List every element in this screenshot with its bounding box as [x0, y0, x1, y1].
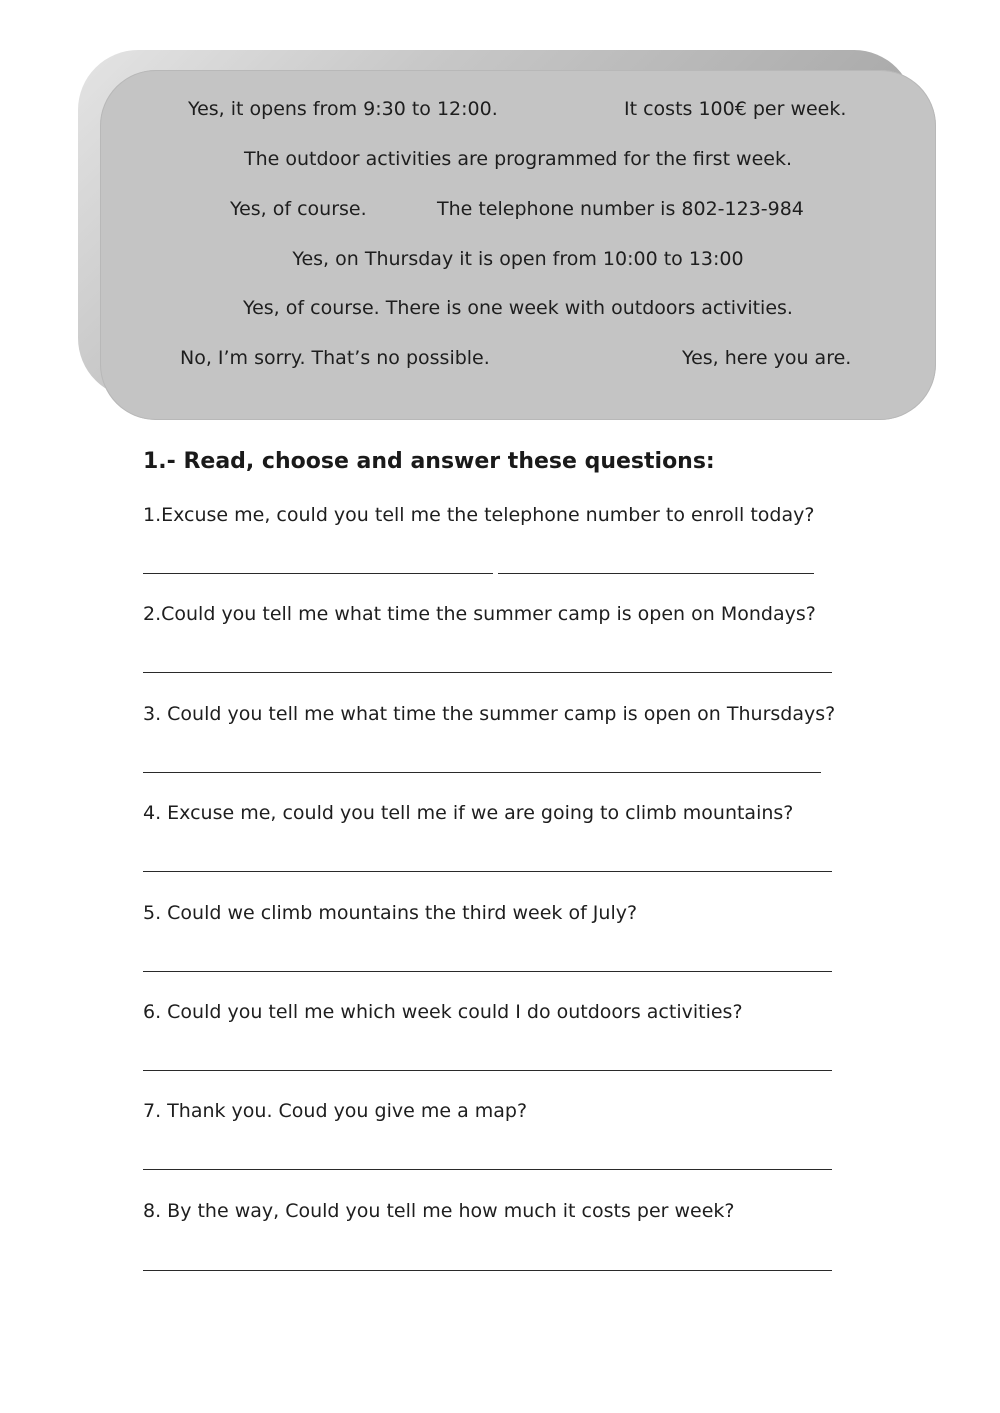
question-2: 2.Could you tell me what time the summer camp is open on Mondays? [143, 603, 816, 625]
answer-option: Yes, of course. [230, 198, 367, 220]
answer-row-4: Yes, on Thursday it is open from 10:00 to 13:00 [292, 248, 744, 270]
answer-option: Yes, here you are. [682, 347, 852, 369]
answer-option: The telephone number is 802-123-984 [437, 198, 804, 220]
answer-option: Yes, it opens from 9:30 to 12:00. [188, 98, 498, 120]
question-3: 3. Could you tell me what time the summer camp is open on Thursdays? [143, 703, 836, 725]
answer-line-8[interactable] [143, 1270, 832, 1271]
answer-line-1b[interactable] [498, 573, 814, 574]
question-1: 1.Excuse me, could you tell me the telephone number to enroll today? [143, 504, 815, 526]
answer-line-1a[interactable] [143, 573, 493, 574]
answer-line-5[interactable] [143, 971, 832, 972]
answer-line-7[interactable] [143, 1169, 832, 1170]
question-6: 6. Could you tell me which week could I do outdoors activities? [143, 1001, 743, 1023]
answer-option: It costs 100€ per week. [624, 98, 847, 120]
answer-line-6[interactable] [143, 1070, 832, 1071]
answer-line-2[interactable] [143, 672, 832, 673]
answer-option: No, I’m sorry. That’s no possible. [180, 347, 490, 369]
answer-line-3[interactable] [143, 772, 821, 773]
answer-line-4[interactable] [143, 871, 832, 872]
answer-row-5: Yes, of course. There is one week with outdoors activities. [243, 297, 793, 319]
question-7: 7. Thank you. Coud you give me a map? [143, 1100, 528, 1122]
exercise-title: 1.- Read, choose and answer these questions: [143, 449, 715, 474]
question-5: 5. Could we climb mountains the third week of July? [143, 902, 638, 924]
answer-row-2: The outdoor activities are programmed for the first week. [243, 148, 793, 170]
question-8: 8. By the way, Could you tell me how much it costs per week? [143, 1200, 735, 1222]
question-4: 4. Excuse me, could you tell me if we are going to climb mountains? [143, 802, 794, 824]
